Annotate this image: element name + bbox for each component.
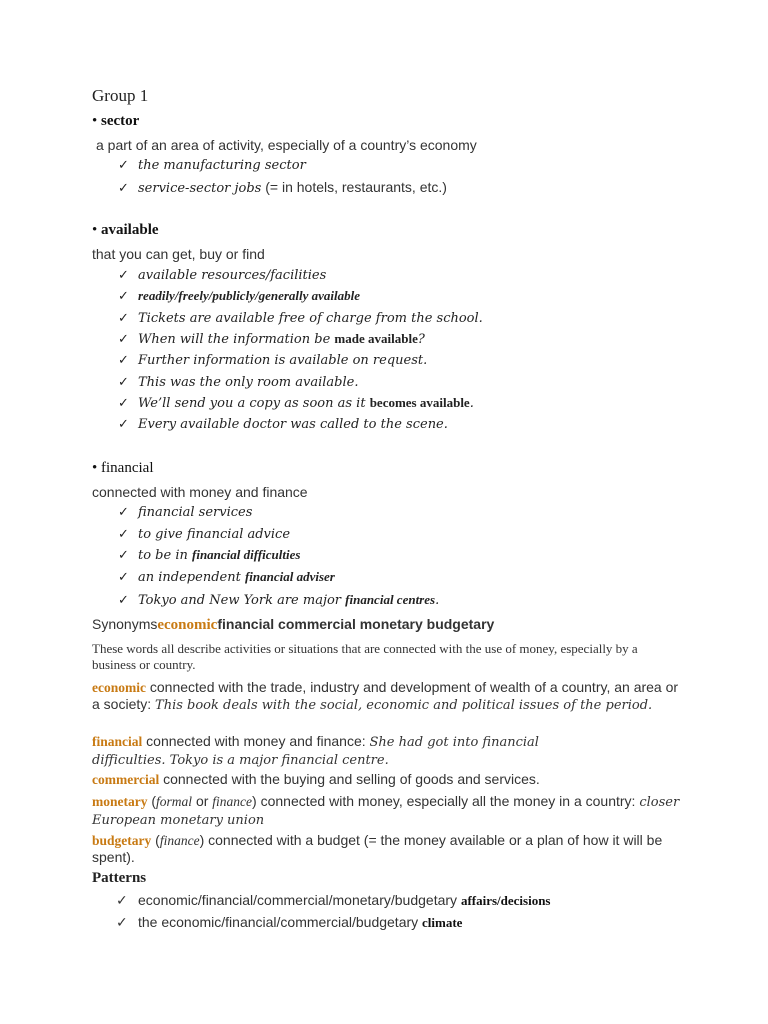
example-text: to give financial advice [138, 527, 291, 542]
entry-text: connected with money and finance: [142, 733, 370, 749]
checkmark-icon: ✓ [116, 915, 128, 931]
checkmark-icon: ✓ [118, 548, 129, 563]
definition-available: that you can get, buy or find [92, 246, 265, 262]
entry-text: ( [151, 832, 160, 848]
pattern-row [116, 914, 462, 931]
entry-word: monetary [92, 794, 148, 809]
headword-financial [92, 460, 154, 477]
collocation-text: financial adviser [244, 569, 335, 584]
example-row [118, 547, 300, 563]
headword-text: financial [101, 460, 154, 476]
entry-text: or [192, 793, 213, 809]
patterns-heading: Patterns [92, 870, 147, 886]
entry-example: This book deals with the social, economic and political issues of the period. [155, 698, 653, 713]
checkmark-icon: ✓ [118, 417, 129, 432]
bullet: • [92, 460, 98, 476]
synonym-entry-financial [92, 733, 572, 769]
example-gloss: (= in hotels, restaurants, etc.) [261, 179, 447, 195]
entry-example: She had got into financial difficulties. Tokyo is a major financial centre. [92, 735, 539, 768]
example-text: financial services [138, 505, 253, 520]
checkmark-icon: ✓ [118, 505, 129, 520]
definition-financial: connected with money and finance [92, 484, 308, 500]
example-text: When will the information be [138, 332, 335, 347]
entry-text: ) connected with a budget (= the money available or a plan of how it will be spent). [92, 832, 663, 865]
entry-text: ( [147, 793, 157, 809]
example-text: Tokyo and New York are major [138, 593, 346, 608]
entry-word: economic [92, 680, 146, 695]
synonyms-heading [92, 616, 494, 634]
example-text: the manufacturing sector [138, 158, 306, 173]
synonym-list: financial commercial monetary budgetary [217, 616, 495, 632]
example-text: . [469, 396, 474, 411]
example-row [118, 569, 335, 585]
synonym-entry-economic [92, 679, 682, 714]
pattern-collocate: climate [422, 915, 463, 930]
register-label: finance [212, 794, 253, 809]
entry-example: closer European monetary union [92, 795, 680, 828]
synonyms-note: These words all describe activities or situations that are connected with the use of money, especially by a business or country. [92, 641, 638, 672]
example-text: Further information is available on request. [138, 353, 428, 368]
entry-text: connected with the buying and selling of goods and services. [159, 771, 540, 787]
collocation-text: made available [334, 331, 418, 346]
entry-text: connected with the trade, industry and development of wealth of a country, an area or a society: [92, 679, 679, 712]
example-row [118, 157, 306, 173]
bullet: • [92, 222, 98, 238]
register-label: finance [159, 833, 200, 848]
example-row [118, 352, 427, 368]
example-row [118, 179, 447, 196]
example-text: We’ll send you a copy as soon as it [138, 396, 370, 411]
bullet: • [92, 113, 98, 129]
checkmark-icon: ✓ [118, 332, 129, 347]
synonym-entry-commercial [92, 771, 682, 788]
collocation-text: financial difficulties [192, 547, 301, 562]
collocation-text: becomes available [369, 395, 470, 410]
collocation-text: readily/freely/publicly/generally available [138, 288, 361, 303]
example-row [118, 416, 448, 432]
checkmark-icon: ✓ [118, 311, 129, 326]
example-text: Tickets are available free of charge from the school. [138, 311, 483, 326]
definition-sector: a part of an area of activity, especially of a country’s economy [96, 137, 477, 153]
example-text: to be in [138, 548, 192, 563]
checkmark-icon: ✓ [118, 353, 129, 368]
example-row [118, 288, 360, 304]
checkmark-icon: ✓ [118, 527, 129, 542]
example-row [118, 504, 252, 520]
checkmark-icon: ✓ [116, 893, 128, 909]
example-text: available resources/facilities [138, 268, 327, 283]
pattern-text: the economic/financial/commercial/budgetary [138, 914, 423, 930]
example-row [118, 374, 359, 390]
synonym-first: economic [157, 617, 218, 633]
headword-text: available [101, 222, 159, 238]
pattern-text: economic/financial/commercial/monetary/budgetary [138, 892, 461, 908]
entry-word: commercial [92, 772, 160, 787]
entry-word: financial [92, 734, 143, 749]
checkmark-icon: ✓ [118, 570, 129, 585]
example-text: Every available doctor was called to the scene. [138, 417, 448, 432]
checkmark-icon: ✓ [118, 181, 129, 196]
example-row [118, 267, 326, 283]
example-text: . [435, 593, 440, 608]
collocation-text: financial centres [345, 592, 436, 607]
checkmark-icon: ✓ [118, 158, 129, 173]
entry-word: budgetary [92, 833, 152, 848]
synonyms-label: Synonyms [92, 616, 158, 632]
headword-available [92, 222, 159, 239]
group-title: Group 1 [92, 86, 149, 105]
checkmark-icon: ✓ [118, 268, 129, 283]
example-row [118, 331, 425, 347]
example-text: service-sector jobs [138, 181, 262, 196]
example-text: This was the only room available. [138, 375, 359, 390]
register-label: formal [156, 794, 193, 809]
pattern-row [116, 892, 551, 909]
example-row [118, 310, 483, 326]
checkmark-icon: ✓ [118, 375, 129, 390]
example-row [118, 526, 290, 542]
synonym-entry-monetary [92, 793, 682, 829]
entry-text: ) connected with money, especially all the money in a country: [252, 793, 640, 809]
example-text: an independent [138, 570, 245, 585]
pattern-collocate: affairs/decisions [460, 893, 551, 908]
checkmark-icon: ✓ [118, 593, 129, 608]
example-row [118, 395, 474, 411]
checkmark-icon: ✓ [118, 289, 129, 304]
example-row [118, 592, 439, 608]
example-text: ? [417, 332, 425, 347]
headword-sector [92, 113, 139, 130]
checkmark-icon: ✓ [118, 396, 129, 411]
synonym-entry-budgetary [92, 832, 672, 865]
headword-text: sector [101, 113, 140, 129]
